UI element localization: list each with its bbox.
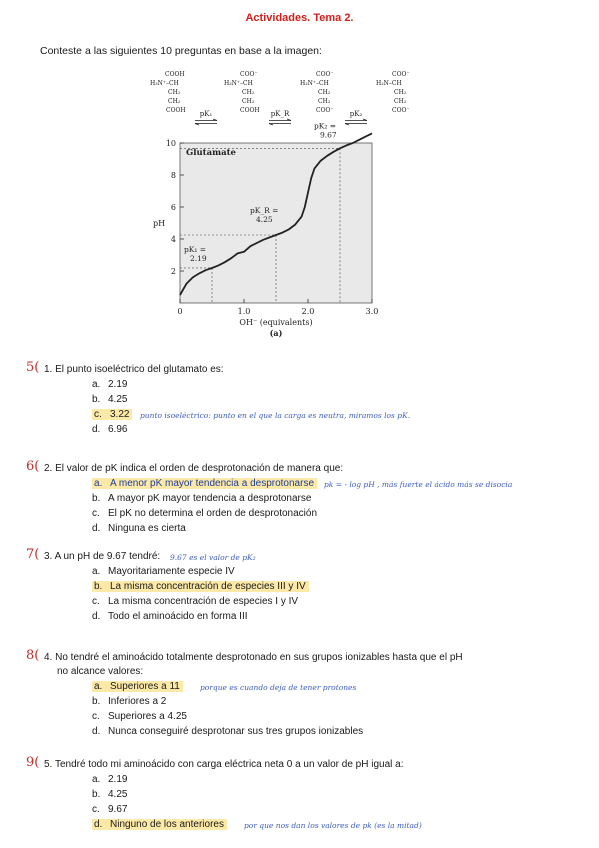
handwritten-question-number: 5( [26,360,40,375]
option-text: El pK no determina el orden de desprotonación [108,508,318,519]
structure-bottom: COOH [166,107,186,114]
option [92,773,127,787]
option [92,378,127,392]
option-text: 2.19 [108,774,128,785]
handwritten-question-number: 6( [26,459,40,474]
option-text: Ninguna es cierta [108,523,186,534]
structure-alpha: H₃N⁺–CH [224,80,253,87]
x-tick-label: 0 [177,307,183,316]
handwritten-note: punto isoeléctrico: punto en el que la carga es neutra, miramos los pK. [140,411,411,420]
handwritten-note: porque es cuando deja de tener protones [200,683,357,692]
option [92,423,127,437]
question-number: 1. [44,364,53,375]
structure-ch2: CH₂ [168,89,181,96]
structure-alpha: H₃N⁺–CH [300,80,329,87]
structure-top: COOH [165,71,185,78]
option-text: La misma concentración de especies III y IV [110,581,306,592]
equilibrium-arrow-3 [342,110,370,125]
option-text: La misma concentración de especies I y IV [108,596,299,607]
equilibrium-arrow-1 [192,110,220,125]
option-letter: a. [92,566,101,577]
option [92,610,248,624]
structures-row [150,70,460,136]
option-highlighted [92,477,317,491]
arrow-label: pK_R [270,110,290,118]
y-tick-label: 6 [170,203,176,212]
structure-ch2: CH₂ [318,98,331,105]
structure-2 [224,70,260,115]
option-text: Todo el aminoácido en forma III [108,611,248,622]
structure-bottom: COOH [240,107,260,114]
option [92,595,298,609]
option-letter: a. [94,478,103,489]
question-2-stem [44,462,343,476]
option-text: Ninguno de los anteriores [110,819,224,830]
structure-ch2: CH₂ [242,98,255,105]
option-text: 3.22 [110,409,130,420]
option-letter: b. [92,394,101,405]
structure-alpha: H₂N–CH [376,80,402,87]
structure-bottom: COO⁻ [392,107,410,114]
structure-4 [376,70,410,115]
option [92,522,186,536]
option-text: Mayoritariamente especie IV [108,566,235,577]
option [92,710,187,724]
y-tick-label: 10 [165,139,176,148]
option-letter: d. [92,726,101,737]
structure-bottom: COO⁻ [316,107,334,114]
option-letter: a. [92,774,101,785]
pk-value: 9.67 [320,130,337,140]
option [92,492,311,506]
option-highlighted [92,408,132,422]
option-text: 4.25 [108,394,128,405]
question-1-stem [44,363,224,377]
option-text: A menor pK mayor tendencia a desprotonarse [110,478,315,489]
arrow-label: pK₁ [199,110,213,118]
chart-title: Glutamate [186,148,236,158]
structure-ch2: CH₂ [168,98,181,105]
option-letter: d. [92,424,101,435]
option [92,393,127,407]
handwritten-note: por que nos dan los valores de pk (es la mitad) [244,821,422,830]
option [92,725,363,739]
y-tick-label: 4 [170,235,176,244]
question-number: 2. [44,463,53,474]
pk-label: pK_R = [250,206,279,215]
question-text: No tendré el aminoácido totalmente desprotonado en sus grupos ionizables hasta que el pH [55,652,463,663]
x-axis-label: OH⁻ (equivalents) [239,318,313,327]
titration-chart [140,121,390,345]
structure-top: COO⁻ [316,71,334,78]
option-text: 9.67 [108,804,128,815]
option-letter: c. [94,409,102,420]
question-number: 5. [44,759,53,770]
structure-alpha: H₃N⁺–CH [150,80,179,87]
option [92,507,317,521]
question-text: Tendré todo mi aminoácido con carga eléctrica neta 0 a un valor de pH igual a: [54,759,404,770]
handwritten-question-number: 8( [26,648,40,663]
option-text: Nunca conseguiré desprotonar sus tres grupos ionizables [108,726,364,737]
question-5-stem [44,758,404,772]
option [92,565,235,579]
option-letter: c. [92,596,100,607]
option-text: Superiores a 11 [110,681,180,692]
option [92,788,127,802]
arrow-label: pK₂ [349,110,363,118]
option-letter: d. [94,819,103,830]
handwritten-question-number: 9( [26,755,40,770]
structure-top: COO⁻ [240,71,258,78]
handwritten-note: pk = - log pH , más fuerte el ácido más se disocia [324,480,513,489]
instructions: Conteste a las siguientes 10 preguntas en base a la imagen: [40,45,322,57]
pk-value: 2.19 [190,253,207,263]
structure-1 [150,70,186,115]
question-number: 3. [44,551,53,562]
option-letter: b. [92,696,101,707]
structure-ch2: CH₂ [394,89,407,96]
option-letter: a. [94,681,103,692]
equilibrium-arrow-2 [266,110,294,125]
structure-ch2: CH₂ [242,89,255,96]
y-axis-label: pH [153,219,166,228]
question-text: A un pH de 9.67 tendré: [54,551,161,562]
option-letter: b. [94,581,103,592]
option-highlighted [92,580,309,594]
option-text: 2.19 [108,379,128,390]
option-letter: d. [92,523,101,534]
option-letter: c. [92,804,100,815]
equilibrium-arrow-icon [268,119,292,125]
equilibrium-arrow-icon [194,119,218,125]
option-letter: a. [92,379,101,390]
option-text: Superiores a 4.25 [108,711,187,722]
question-text: El valor de pK indica el orden de desprotonación de manera que: [55,463,344,474]
option-letter: d. [92,611,101,622]
option-letter: c. [92,711,100,722]
structure-top: COO⁻ [392,71,410,78]
option-highlighted [92,680,183,694]
option [92,803,127,817]
handwritten-note: 9.67 es el valor de pK₂ [170,553,256,562]
option-letter: b. [92,789,101,800]
pk-label: pK₂ = [314,121,337,131]
equilibrium-arrow-icon [344,119,368,125]
option-text: 6.96 [108,424,128,435]
x-tick-label: 2.0 [301,307,315,316]
question-4-stem [44,651,463,665]
panel-label: (a) [269,328,283,338]
y-tick-label: 2 [170,267,176,276]
option-letter: b. [92,493,101,504]
option-text: Inferiores a 2 [108,696,167,707]
question-3-stem [44,550,160,564]
x-tick-label: 1.0 [237,307,251,316]
option [92,695,166,709]
structure-3 [300,70,334,115]
x-tick-label: 3.0 [365,307,379,316]
option-highlighted [92,818,227,832]
option-letter: c. [92,508,100,519]
handwritten-question-number: 7( [26,547,40,562]
pk-value: 4.25 [256,215,273,224]
question-text: El punto isoeléctrico del glutamato es: [55,364,224,375]
question-4-stem-cont: no alcance valores: [57,666,144,677]
page-title: Actividades. Tema 2. [245,12,354,24]
option-text: A mayor pK mayor tendencia a desprotonarse [108,493,312,504]
question-number: 4. [44,652,53,663]
pk-label: pK₁ = [184,244,207,254]
structure-ch2: CH₂ [318,89,331,96]
option-text: 4.25 [108,789,128,800]
structure-ch2: CH₂ [394,98,407,105]
y-tick-label: 8 [170,171,176,180]
